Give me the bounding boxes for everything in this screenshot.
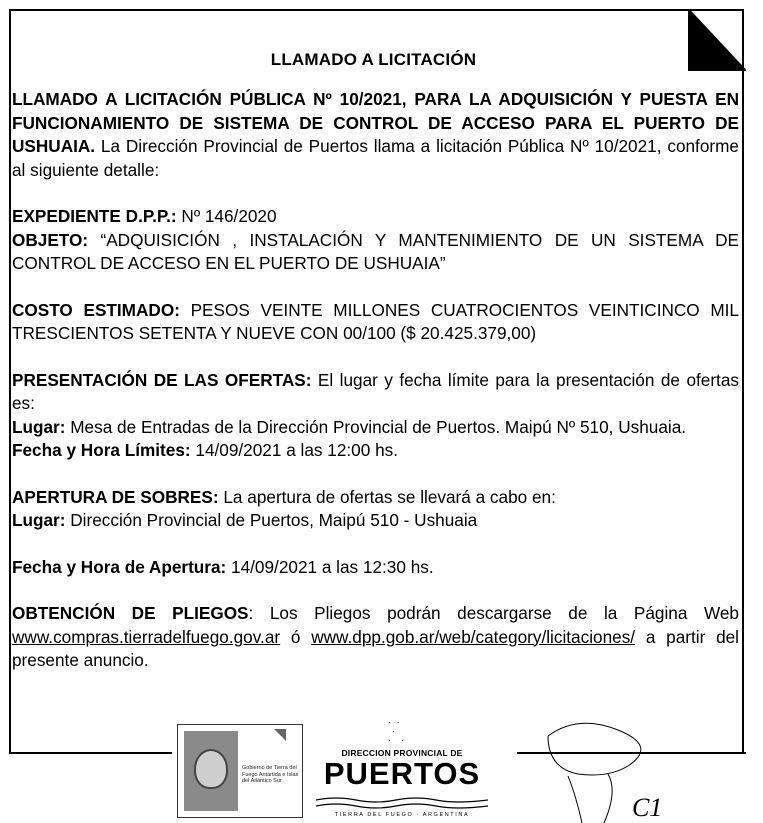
- costo-line: [12, 299, 739, 346]
- apertura-lugar-value: Dirección Provincial de Puertos, Maipú 510 - Ushuaia: [65, 510, 478, 530]
- pliegos-label: OBTENCIÓN DE PLIEGOS: [12, 603, 249, 623]
- dpp-logo: [316, 718, 488, 822]
- expediente-line: [12, 205, 739, 229]
- pliegos-value: : Los Pliegos podrán descargarse de la Página Web: [248, 603, 739, 623]
- presentacion-lugar-label: Lugar:: [12, 416, 66, 437]
- apertura-fecha-value: 14/09/2021 a las 12:30 hs.: [226, 556, 434, 577]
- dpp-logo-line3: TIERRA DEL FUEGO · ARGENTINA: [334, 812, 470, 818]
- costo-label: COSTO ESTIMADO:: [12, 299, 180, 320]
- frame-bottom-left: [9, 752, 172, 754]
- wave-icon: [316, 796, 488, 812]
- dpp-logo-line1: DIRECCION PROVINCIAL DE: [341, 748, 463, 758]
- lead-paragraph: [12, 88, 739, 182]
- link-dpp[interactable]: www.dpp.gob.ar/web/category/licitaciones/: [311, 626, 636, 647]
- link-compras[interactable]: www.compras.tierradelfuego.gov.ar: [12, 626, 281, 647]
- lead-heading: LLAMADO A LICITACIÓN PÚBLICA Nº 10/2021, PARA LA ADQUISICIÓN Y PUESTA EN FUNCIONAMIENTO DE SISTEMA DE CONTROL DE ACCESO PARA EL PUERTO DE USHUAIA.: [12, 89, 739, 156]
- page-title: LLAMADO A LICITACIÓN: [270, 50, 477, 69]
- presentacion-fecha: [12, 439, 739, 463]
- government-logo-text: Gobierno de Tierra del Fuego Antártida e Islas del Atlántico Sur: [242, 765, 299, 784]
- costo-value: PESOS VEINTE MILLONES CUATROCIENTOS VEINTICINCO MIL TRESCIENTOS SETENTA Y NUEVE CON 00/100 ($ 20.425.379,00): [12, 299, 739, 343]
- government-logo: [177, 724, 303, 818]
- apertura-lugar: [12, 509, 739, 533]
- presentacion-fecha-label: Fecha y Hora Límites:: [12, 440, 191, 460]
- objeto-value: “ADQUISICIÓN , INSTALACIÓN Y MANTENIMIENTO DE UN SISTEMA DE CONTROL DE ACCESO EN EL PUERTO DE USHUAIA”: [12, 229, 739, 273]
- apertura-fecha-label: Fecha y Hora de Apertura:: [12, 556, 227, 577]
- apertura-label: APERTURA DE SOBRES:: [12, 486, 219, 507]
- objeto-line: [12, 229, 739, 276]
- lead-text: La Dirección Provincial de Puertos llama a licitación Pública Nº 10/2021, conforme al siguiente detalle:: [12, 136, 739, 180]
- objeto-label: OBJETO:: [12, 229, 89, 250]
- pliegos-between: ó: [280, 626, 312, 647]
- stars-icon: · · · · ·: [388, 718, 406, 745]
- pliegos-line: [12, 602, 739, 673]
- presentacion-lugar-value: Mesa de Entradas de la Dirección Provincial de Puertos. Maipú Nº 510, Ushuaia.: [65, 416, 687, 437]
- apertura-line: [12, 486, 739, 510]
- apertura-fecha: [12, 556, 739, 580]
- presentacion-label: PRESENTACIÓN DE LAS OFERTAS:: [12, 369, 312, 390]
- notice-body: [12, 88, 739, 673]
- presentacion-value: El lugar y fecha límite para la presentación de ofertas es:: [12, 369, 739, 413]
- corner-triangle-icon: [274, 729, 286, 741]
- coat-of-arms-icon: [184, 731, 238, 811]
- presentacion-lugar: [12, 416, 739, 440]
- apertura-lugar-label: Lugar:: [12, 510, 66, 530]
- apertura-value: La apertura de ofertas se llevará a cabo en:: [218, 486, 556, 507]
- signature-mark: C1: [632, 793, 663, 822]
- presentacion-fecha-value: 14/09/2021 a las 12:00 hs.: [190, 440, 398, 460]
- signature-icon: [508, 716, 708, 823]
- presentacion-line: [12, 369, 739, 416]
- dpp-logo-line2: PUERTOS: [323, 756, 481, 791]
- expediente-value: Nº 146/2020: [176, 206, 277, 226]
- expediente-label: EXPEDIENTE D.P.P.:: [12, 206, 177, 226]
- pliegos-tail: a partir del presente anuncio.: [12, 626, 740, 670]
